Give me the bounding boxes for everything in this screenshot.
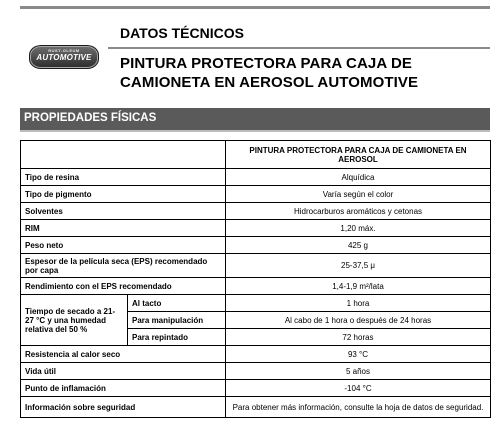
table-row-drying [21,295,491,312]
document-header [20,14,490,99]
row-label: RIM [21,220,226,237]
logo-main-text: AUTOMOTIVE [36,53,92,62]
row-value: Varía según el color [226,186,491,203]
row-value: 425 g [226,237,491,254]
title-column [108,14,490,99]
title-divider [108,47,490,49]
table-row [21,363,491,380]
row-label: Punto de inflamación [21,380,226,397]
row-label: Solventes [21,203,226,220]
table-row [21,254,491,278]
section-header-bar [20,108,490,132]
drying-value: Al cabo de 1 hora o después de 24 horas [226,312,491,329]
properties-table [20,140,491,418]
table-row [21,380,491,397]
row-label: Peso neto [21,237,226,254]
row-value: Hidrocarburos aromáticos y cetonas [226,203,491,220]
row-value: -104 °C [226,380,491,397]
row-value: 93 °C [226,346,491,363]
drying-sublabel: Para repintado [128,329,226,346]
drying-sublabel: Para manipulación [128,312,226,329]
table-row [21,220,491,237]
row-value: 25-37,5 μ [226,254,491,278]
table-row [21,169,491,186]
section-title: PROPIEDADES FÍSICAS [24,112,157,124]
row-label: Resistencia al calor seco [21,346,226,363]
top-rule [20,6,490,9]
drying-value: 1 hora [226,295,491,312]
drying-time-label: Tiempo de secado a 21-27 °C y una humedad relativa del 50 % [21,295,128,346]
row-value: 5 años [226,363,491,380]
row-value: Para obtener más información, consulte la hoja de datos de seguridad. [226,397,491,418]
table-row [21,186,491,203]
row-value: Alquídica [226,169,491,186]
table-row [21,237,491,254]
table-row [21,203,491,220]
row-label: Información sobre seguridad [21,397,226,418]
table-row [21,346,491,363]
row-label: Tipo de resina [21,169,226,186]
drying-value: 72 horas [226,329,491,346]
logo-top-text: RUST-OLEUM [48,48,80,53]
drying-sublabel: Al tacto [128,295,226,312]
row-value: 1,4-1,9 m²/lata [226,278,491,295]
product-title: PINTURA PROTECTORA PARA CAJA DE CAMIONETA EN AEROSOL AUTOMOTIVE [120,55,419,91]
logo-column [20,14,108,99]
row-label: Tipo de pigmento [21,186,226,203]
row-label: Vida útil [21,363,226,380]
row-label: Espesor de la película seca (EPS) recomendado por capa [21,254,226,278]
table-header-row [21,141,491,169]
table-row [21,278,491,295]
table-row [21,397,491,418]
row-value: 1,20 máx. [226,220,491,237]
automotive-logo [29,45,99,69]
row-label: Rendimiento con el EPS recomendado [21,278,226,295]
section-label: DATOS TÉCNICOS [120,25,244,41]
table-header-empty-cell [21,141,226,169]
table-column-header: PINTURA PROTECTORA PARA CAJA DE CAMIONETA EN AEROSOL [226,141,491,169]
